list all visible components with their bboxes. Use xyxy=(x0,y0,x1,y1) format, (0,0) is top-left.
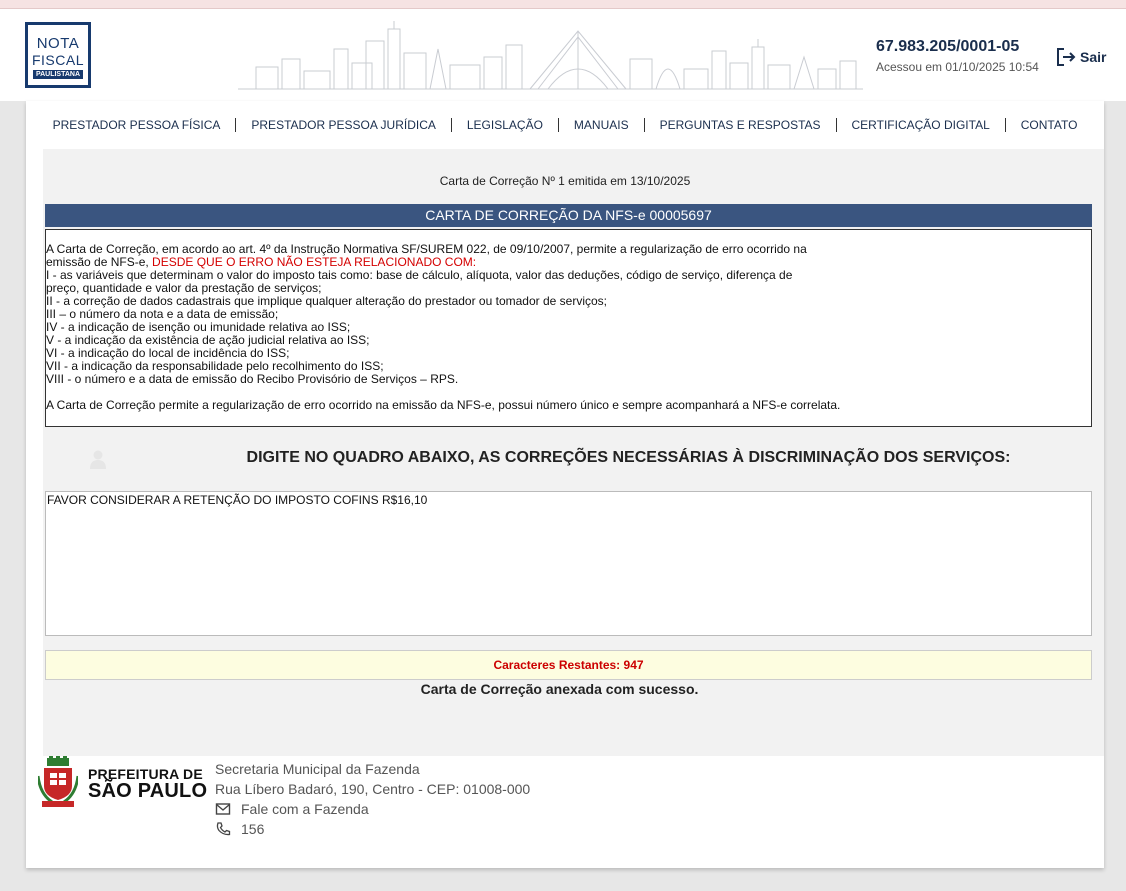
prefeitura-line1: PREFEITURA DE xyxy=(88,766,203,782)
info-item: I - as variáveis que determinam o valor do imposto tais como: base de cálculo, alíquota, valor das deduções, código de serviço, diferença de xyxy=(46,268,793,282)
chars-remaining-box xyxy=(45,650,1092,680)
info-item: VI - a indicação do local de incidência do ISS; xyxy=(46,346,290,360)
nav-legislacao[interactable]: LEGISLAÇÃO xyxy=(452,118,559,132)
secretaria-address: Rua Líbero Badaró, 190, Centro - CEP: 01008-000 xyxy=(215,781,531,797)
main-panel xyxy=(26,101,1104,868)
nav-certificacao-digital[interactable]: CERTIFICAÇÃO DIGITAL xyxy=(837,118,1006,132)
prefeitura-line2: SÃO PAULO xyxy=(88,780,208,802)
page-title: CARTA DE CORREÇÃO DA NFS-e 00005697 xyxy=(45,204,1092,227)
site-footer xyxy=(26,756,1104,868)
city-skyline-illustration xyxy=(238,19,863,91)
logo-line3: PAULISTANA xyxy=(33,70,83,79)
browser-top-strip xyxy=(0,0,1126,9)
correction-instruction: DIGITE NO QUADRO ABAIXO, AS CORREÇÕES NECESSÁRIAS À DISCRIMINAÇÃO DOS SERVIÇOS: xyxy=(246,449,1011,466)
cnpj-number: 67.983.205/0001-05 xyxy=(876,38,1020,55)
sao-paulo-coat-of-arms-icon xyxy=(38,756,78,808)
last-access-text: Acessou em 01/10/2025 10:54 xyxy=(876,60,1039,74)
info-condition-prefix: emissão de NFS-e, xyxy=(46,255,153,269)
phone-icon xyxy=(215,822,231,836)
contact-link[interactable] xyxy=(215,801,369,817)
nota-fiscal-logo[interactable] xyxy=(25,22,91,88)
nav-manuais[interactable]: MANUAIS xyxy=(559,118,645,132)
mail-icon xyxy=(215,802,231,816)
phone-number: 156 xyxy=(241,821,265,837)
logout-button[interactable] xyxy=(1055,45,1106,69)
contact-link-label: Fale com a Fazenda xyxy=(241,801,369,817)
info-item: III – o número da nota e a data de emissão; xyxy=(46,307,279,321)
nav-prestador-pessoa-fisica[interactable]: PRESTADOR PESSOA FÍSICA xyxy=(38,118,237,132)
logout-label: Sair xyxy=(1080,49,1107,65)
legal-info-box xyxy=(45,229,1092,427)
nav-prestador-pessoa-juridica[interactable]: PRESTADOR PESSOA JURÍDICA xyxy=(236,118,451,132)
secretaria-name: Secretaria Municipal da Fazenda xyxy=(215,761,420,777)
info-item: IV - a indicação de isenção ou imunidade relativa ao ISS; xyxy=(46,320,351,334)
chars-remaining-label: Caracteres Restantes: xyxy=(493,658,624,672)
carta-correcao-content xyxy=(43,149,1104,756)
info-item: VIII - o número e a data de emissão do Recibo Provisório de Serviços – RPS. xyxy=(46,372,459,386)
info-condition-warning: DESDE QUE O ERRO NÃO ESTEJA RELACIONADO COM: xyxy=(152,255,477,269)
site-header xyxy=(0,9,1126,101)
info-item: II - a correção de dados cadastrais que implique qualquer alteração do prestador ou tomador de serviços; xyxy=(46,294,607,308)
phone-contact xyxy=(215,821,264,837)
logo-line1: NOTA xyxy=(36,35,80,52)
chars-remaining-value: 947 xyxy=(623,658,644,672)
logo-line2: FISCAL xyxy=(31,52,84,68)
nav-contato[interactable]: CONTATO xyxy=(1020,118,1078,132)
info-item: preço, quantidade e valor da prestação de serviços; xyxy=(46,281,322,295)
emission-info: Carta de Correção Nº 1 emitida em 13/10/2025 xyxy=(439,174,691,188)
nav-perguntas-respostas[interactable]: PERGUNTAS E RESPOSTAS xyxy=(645,118,837,132)
info-closing: A Carta de Correção permite a regularização de erro ocorrido na emissão da NFS-e, possui número único e sempre acompanhará a NFS-e correlata. xyxy=(46,398,841,412)
main-nav xyxy=(26,117,1104,133)
success-message: Carta de Correção anexada com sucesso. xyxy=(420,681,699,697)
correction-textarea[interactable] xyxy=(45,491,1092,636)
info-item: V - a indicação da existência de ação judicial relativa ao ISS; xyxy=(46,333,370,347)
logout-icon xyxy=(1055,46,1077,68)
info-line-intro: A Carta de Correção, em acordo ao art. 4º da Instrução Normativa SF/SUREM 022, de 09/10/2007, permite a regularização de erro ocorrido na xyxy=(46,242,807,256)
info-item: VII - a indicação da responsabilidade pelo recolhimento do ISS; xyxy=(46,359,384,373)
